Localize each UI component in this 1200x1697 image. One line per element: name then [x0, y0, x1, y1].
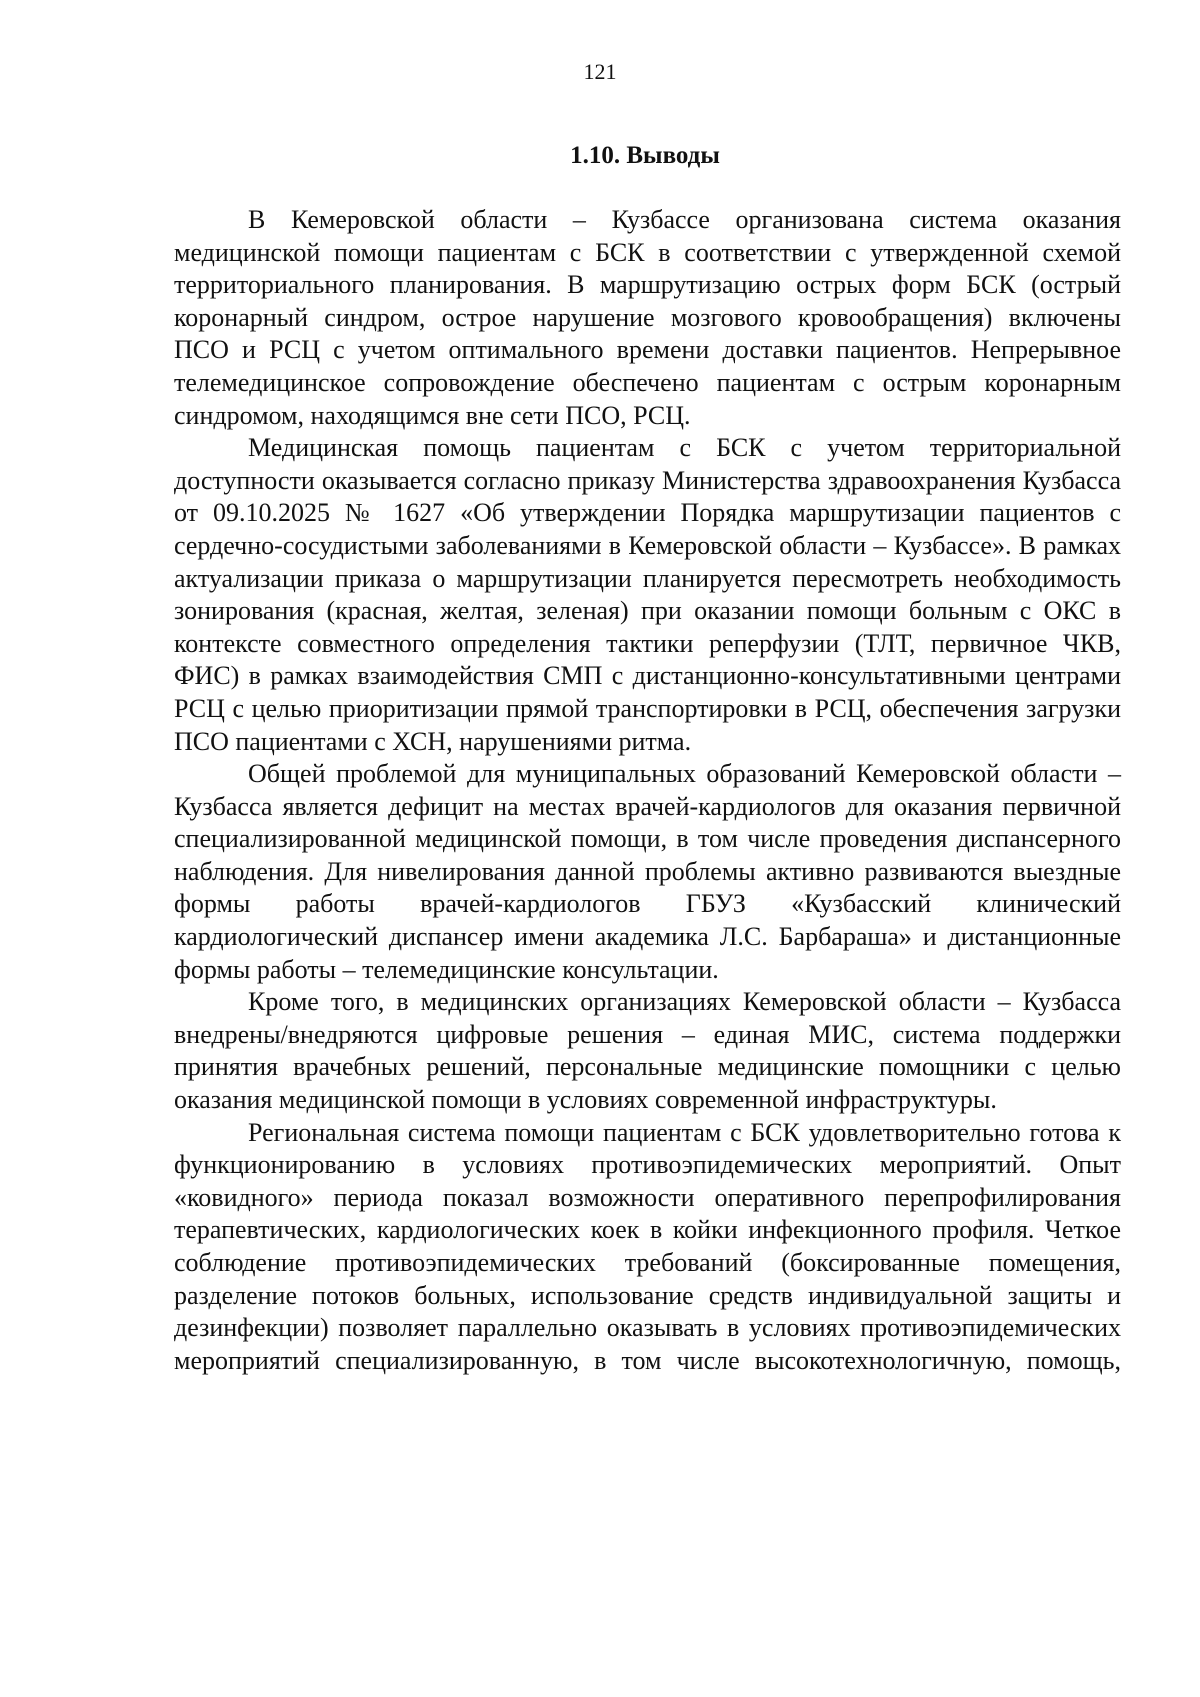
page-number: 121: [583, 59, 617, 84]
paragraph-cardiologist-deficit: Общей проблемой для муниципальных образований Кемеровской области – Кузбасса является дефицит на местах врачей-кардиологов для оказания первичной специализированной медицинской помощи, в том числе проведения диспансерного наблюдения. Для нивелирования данной проблемы активно развиваются выездные формы работы врачей-кардиологов ГБУЗ «Кузбасский клинический кардиологический диспансер имени академика Л.С. Барбараша» и дистанционные формы работы – телемедицинские консультации.: [174, 759, 1121, 984]
paragraph-order-1627: Медицинская помощь пациентам с БСК с учетом территориальной доступности оказывается согласно приказу Министерства здравоохранения Кузбасса от 09.10.2025 № 1627 «Об утверждении Порядка маршрутизации пациентов с сердечно-сосудистыми заболеваниями в Кемеровской области – Кузбассе». В рамках актуализации приказа о маршрутизации планируется пересмотреть необходимость зонирования (красная, желтая, зеленая) при оказании помощи больным с ОКС в контексте совместного определения тактики реперфузии (ТЛТ, первичное ЧКВ, ФИС) в рамках взаимодействия СМП с дистанционно-консультативными центрами РСЦ с целью приоритизации прямой транспортировки в РСЦ, обеспечения загрузки ПСО пациентами с ХСН, нарушениями ритма.: [174, 433, 1121, 756]
section-heading: 1.10. Выводы: [570, 142, 720, 169]
paragraph-digital-solutions: Кроме того, в медицинских организациях Кемеровской области – Кузбасса внедрены/внедряются цифровые решения – единая МИС, система поддержки принятия врачебных решений, персональные медицинские помощники с целью оказания медицинской помощи в условиях современной инфраструктуры.: [174, 987, 1121, 1115]
body-text: [174, 204, 1121, 1377]
paragraph-routing-system: В Кемеровской области – Кузбассе организована система оказания медицинской помощи пациентам с БСК в соответствии с утвержденной схемой территориального планирования. В маршрутизацию острых форм БСК (острый коронарный синдром, острое нарушение мозгового кровообращения) включены ПСО и РСЦ с учетом оптимального времени доставки пациентов. Непрерывное телемедицинское сопровождение обеспечено пациентам с острым коронарным синдромом, находящимся вне сети ПСО, РСЦ.: [174, 205, 1121, 430]
paragraph-epidemic-readiness: Региональная система помощи пациентам с БСК удовлетворительно готова к функционированию в условиях противоэпидемических мероприятий. Опыт «ковидного» периода показал возможности оперативного перепрофилирования терапевтических, кардиологических коек в койки инфекционного профиля. Четкое соблюдение противоэпидемических требований (боксированные помещения, разделение потоков больных, использование средств индивидуальной защиты и дезинфекции) позволяет параллельно оказывать в условиях противоэпидемических мероприятий специализированную, в том числе высокотехнологичную, помощь,: [174, 1117, 1121, 1375]
